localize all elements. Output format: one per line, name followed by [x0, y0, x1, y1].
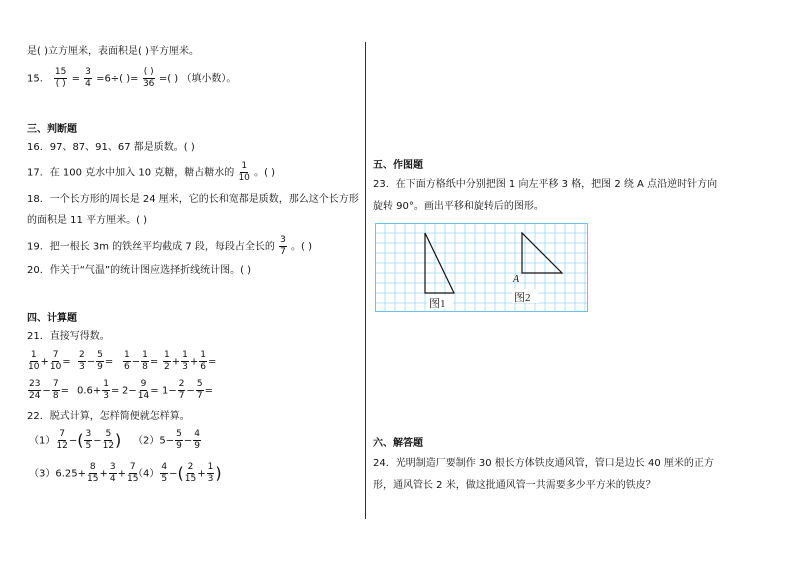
section-6-heading: 六、解答题: [373, 438, 423, 449]
figure-1-label: 图1: [429, 298, 446, 310]
section-5-heading: 五、作图题: [373, 160, 423, 171]
fraction: $\frac{15}{( )}$: [54, 67, 67, 89]
point-a-label: A: [513, 274, 520, 285]
calc-item: 1− $\frac{2}{7}$ − $\frac{5}{7}$ =: [162, 379, 213, 401]
calc-item: $\frac{1}{6}$ − $\frac{1}{8}$ =: [124, 350, 159, 372]
calc-item: $\frac{2}{3}$ − $\frac{5}{9}$ =: [79, 350, 114, 372]
section-4-heading: 四、计算题: [27, 313, 77, 324]
question-18-line1: 18．一个长方形的周长是 24 厘米，它的长和宽都是质数，那么这个长方形: [27, 194, 359, 205]
figure-2-label: 图2: [514, 292, 531, 304]
column-divider: [365, 42, 366, 519]
question-24-line2: 形，通风管长 2 米，做这批通风管一共需要多少平方米的铁皮？: [373, 480, 656, 491]
calc-problem-3: （3）6.25+ $\frac{8}{15}$ + $\frac{3}{4}$ + $\frac{7}{15}$: [29, 462, 139, 484]
calc-problem-4: （4） $\frac{4}{5}$ −( $\frac{2}{15}$ + $\frac{1}{3}$ ): [133, 462, 222, 484]
section-3-heading: 三、判断题: [27, 124, 77, 135]
calc-item: 2− $\frac{9}{14}$ =: [122, 379, 159, 401]
question-15: 15． $\frac{15}{( )}$ = $\frac{3}{4}$ =6÷( )= $\frac{( )}{36}$ =( ) （填小数）。: [27, 67, 237, 89]
fraction: $\frac{( )}{36}$: [142, 67, 155, 89]
question-24-line1: 24．光明制造厂要制作 30 根长方体铁皮通风管，管口是边长 40 厘米的正方: [373, 458, 714, 469]
calc-item: $\frac{1}{2}$ + $\frac{1}{3}$ + $\frac{1}{6}$ =: [164, 350, 217, 372]
grid-paper: [375, 223, 588, 312]
question-19: 19．把一根长 3m 的铁丝平均截成 7 段，每段占全长的 $\frac{3}{7}$ 。( ): [27, 235, 312, 257]
calc-problem-2: （2）5− $\frac{5}{9}$ − $\frac{4}{9}$: [133, 429, 200, 451]
question-20: 20．作关于“气温”的统计图应选择折线统计图。( ): [27, 265, 252, 276]
fraction: $\frac{3}{4}$: [85, 67, 91, 89]
q14-continuation: 是( )立方厘米，表面积是( )平方厘米。: [27, 46, 199, 57]
calc-item: $\frac{23}{24}$ − $\frac{7}{8}$ =: [29, 379, 69, 401]
question-23-line1: 23．在下面方格纸中分别把图 1 向左平移 3 格，把图 2 绕 A 点沿逆时针方向: [373, 179, 718, 190]
question-17: 17．在 100 克水中加入 10 克糖，糖占糖水的 $\frac{1}{10}$ 。( ): [27, 161, 276, 183]
question-23-line2: 旋转 90°。画出平移和旋转后的图形。: [373, 201, 544, 212]
question-22: 22．脱式计算，怎样简便就怎样算。: [27, 411, 190, 422]
calc-problem-1: （1） $\frac{7}{12}$ −( $\frac{3}{5}$ − $\frac{5}{12}$ ): [29, 429, 122, 451]
question-16: 16．97、87、91、67 都是质数。( ): [27, 142, 195, 153]
calc-item: 0.6+ $\frac{1}{3}$ =: [77, 379, 120, 401]
fraction: $\frac{3}{7}$: [280, 235, 286, 257]
question-18-line2: 的面积是 11 平方厘米。( ): [27, 215, 148, 226]
calc-item: $\frac{1}{10}$ + $\frac{7}{10}$ =: [28, 350, 71, 372]
question-21: 21．直接写得数。: [27, 331, 110, 342]
fraction: $\frac{1}{10}$: [238, 161, 250, 183]
